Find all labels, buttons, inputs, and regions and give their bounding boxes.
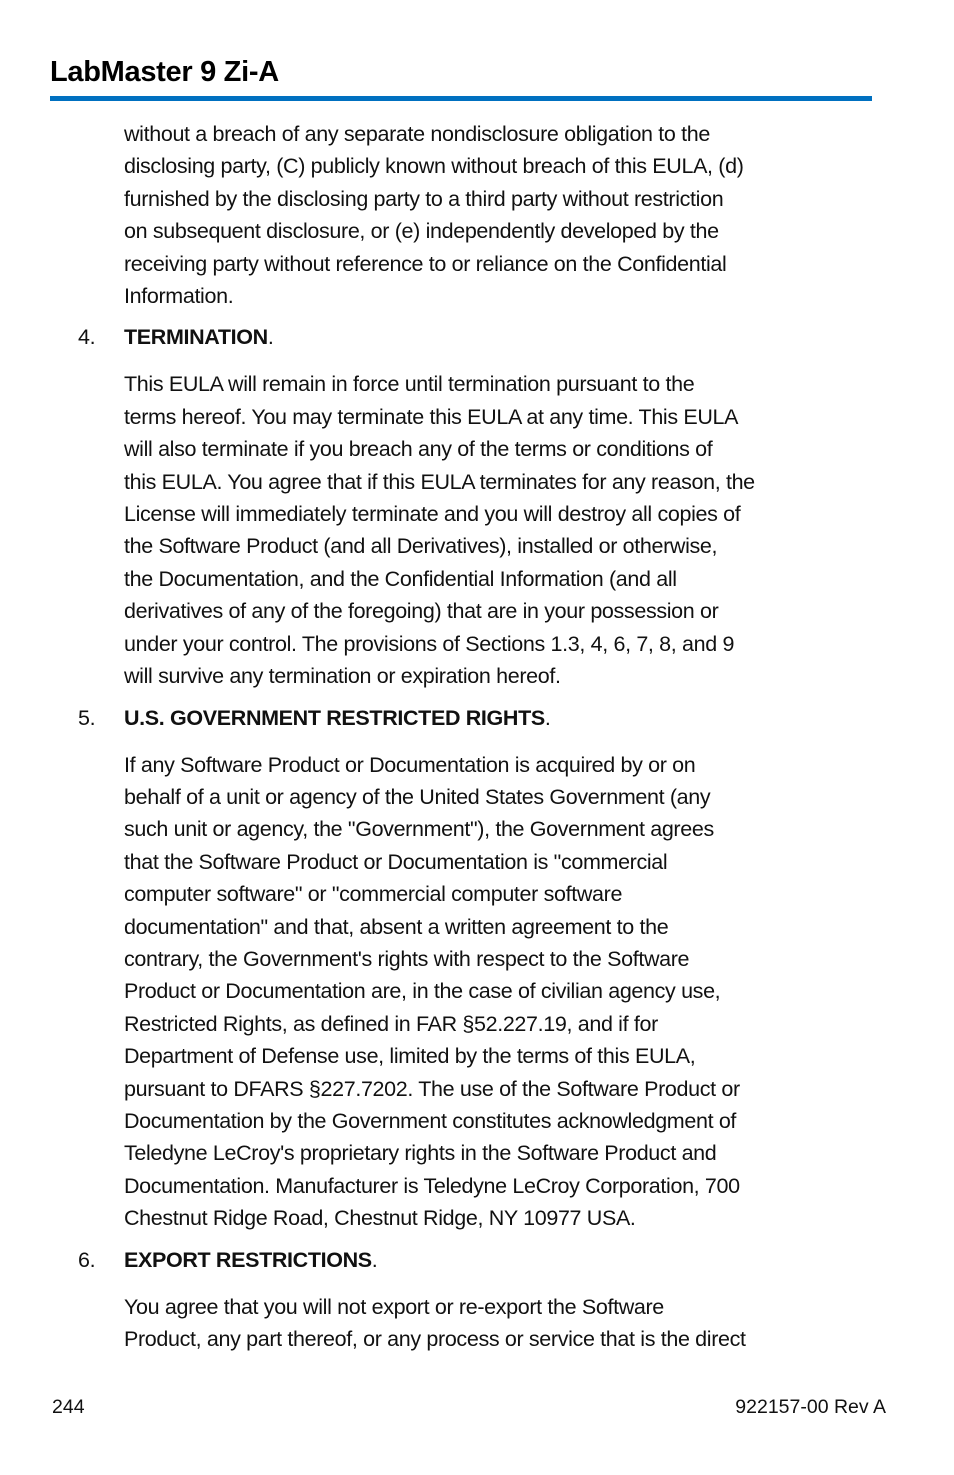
section-4-heading (0, 321, 954, 353)
section-title (124, 1244, 377, 1276)
section-title-text: EXPORT RESTRICTIONS (124, 1247, 372, 1272)
section-title (124, 321, 273, 353)
document-body (0, 118, 954, 1355)
header-rule (50, 96, 872, 101)
section-number: 6. (78, 1247, 96, 1272)
section-title-punct: . (371, 1247, 378, 1272)
section-4-text: This EULA will remain in force until termination pursuant to the terms hereof. You may terminate this EULA at any time. This EULA will also terminate if you breach any of the terms or conditions of this EULA. You agree that if this EULA terminates for any reason, the License will immediately terminate and you will destroy all copies of the Software Product (and all Derivatives), installed or otherwise, the Documentation, and the Confidential Information (and all derivatives of any of the foregoing) that are in your possession or under your control. The provisions of Sections 1.3, 4, 6, 7, 8, and 9 will survive any termination or expiration hereof. (124, 372, 755, 689)
document-revision: 922157-00 Rev A (735, 1396, 886, 1418)
section-6-text: You agree that you will not export or re-export the Software Product, any part thereof, or any process or service that is the direct (124, 1294, 746, 1351)
section-number: 4. (78, 325, 96, 350)
section-5-heading (0, 702, 954, 734)
section-title-punct: . (267, 325, 274, 350)
section-number: 5. (78, 705, 96, 730)
intro-paragraph: without a breach of any separate nondisclosure obligation to the disclosing party, (C) publicly known without breach of this EULA, (d) furnished by the disclosing party to a third party without restriction on subsequent disclosure, or (e) independently developed by the receiving party without reference to or reliance on the Confidential Information. (124, 122, 744, 309)
section-title (124, 702, 551, 734)
section-title-text: TERMINATION (124, 325, 268, 350)
page-header (50, 52, 872, 101)
page-title: LabMaster 9 Zi-A (50, 56, 279, 88)
section-title-text: U.S. GOVERNMENT RESTRICTED RIGHTS (124, 705, 545, 730)
page-number: 244 (52, 1396, 85, 1418)
section-title-punct: . (544, 705, 551, 730)
section-6-heading (0, 1244, 954, 1276)
section-5-text: If any Software Product or Documentation is acquired by or on behalf of a unit or agency of the United States Government (any such unit or agency, the "Government"), the Government agrees that the Software Product or Documentation is "commercial computer software" or "commercial computer software documentation" and that, absent a written agreement to the contrary, the Government's rights with respect to the Software Product or Documentation are, in the case of civilian agency use, Restricted Rights, as defined in FAR §52.227.19, and if for Department of Defense use, limited by the terms of this EULA, pursuant to DFARS §227.7202. The use of the Software Product or Documentation by the Government constitutes acknowledgment of Teledyne LeCroy's proprietary rights in the Software Product and Documentation. Manufacturer is Teledyne LeCroy Corporation, 700 Chestnut Ridge Road, Chestnut Ridge, NY 10977 USA. (124, 752, 740, 1231)
